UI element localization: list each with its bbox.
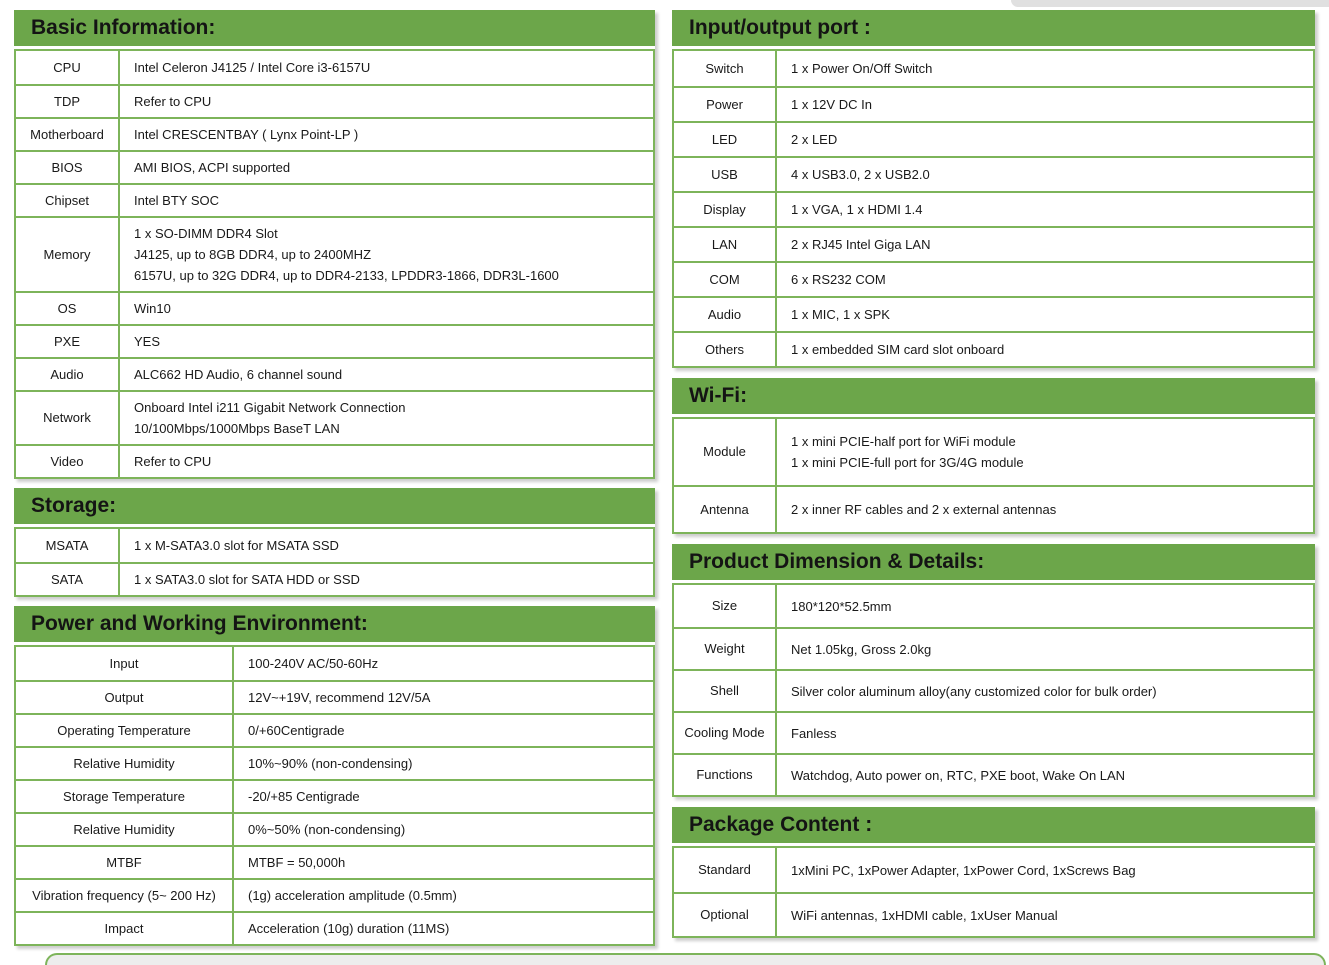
- row-label: Impact: [16, 913, 234, 944]
- row-value: [777, 585, 1313, 627]
- table-row: [16, 150, 653, 183]
- row-value: [777, 755, 1313, 795]
- section-title: Input/output port :: [672, 10, 1315, 46]
- row-value: [234, 880, 653, 911]
- row-value: [234, 847, 653, 878]
- table-row: [16, 680, 653, 713]
- table-row: [674, 191, 1313, 226]
- table-row: [16, 117, 653, 150]
- row-label: Input: [16, 647, 234, 680]
- row-value: [120, 446, 653, 477]
- row-value-line: MTBF = 50,000h: [248, 855, 346, 870]
- row-label: Relative Humidity: [16, 814, 234, 845]
- spec-table: [14, 49, 655, 479]
- row-label: Cooling Mode: [674, 713, 777, 753]
- row-value-line: 1 x embedded SIM card slot onboard: [791, 342, 1005, 357]
- table-row: [674, 711, 1313, 753]
- row-label: Switch: [674, 51, 777, 86]
- row-value: [777, 51, 1313, 86]
- row-value-line: AMI BIOS, ACPI supported: [134, 160, 291, 175]
- row-label: Optional: [674, 894, 777, 936]
- row-label: Display: [674, 193, 777, 226]
- row-value: [234, 647, 653, 680]
- table-row: [674, 892, 1313, 936]
- row-value: [777, 193, 1313, 226]
- table-row: [16, 779, 653, 812]
- row-value-line: 1 x mini PCIE-half port for WiFi module: [791, 434, 1016, 449]
- row-value-line: 1 x VGA, 1 x HDMI 1.4: [791, 202, 923, 217]
- row-value-line: Silver color aluminum alloy(any customized color for bulk order): [791, 683, 1157, 699]
- spec-table: [672, 846, 1315, 938]
- spec-table: [14, 645, 655, 946]
- table-row: [16, 647, 653, 680]
- row-value-line: Acceleration (10g) duration (11MS): [248, 921, 450, 936]
- table-row: [674, 86, 1313, 121]
- row-value: [777, 848, 1313, 892]
- section-title: Product Dimension & Details:: [672, 544, 1315, 580]
- row-value-line: 1 x SATA3.0 slot for SATA HDD or SSD: [134, 572, 360, 587]
- table-row: [674, 51, 1313, 86]
- table-row: [16, 357, 653, 390]
- row-label: OS: [16, 293, 120, 324]
- table-row: [16, 713, 653, 746]
- section-storage: [14, 488, 655, 597]
- row-label: BIOS: [16, 152, 120, 183]
- right-column: [672, 10, 1315, 938]
- row-label: Video: [16, 446, 120, 477]
- table-row: [16, 291, 653, 324]
- row-value-line: Win10: [134, 301, 171, 316]
- table-row: [16, 562, 653, 595]
- section-title: Power and Working Environment:: [14, 606, 655, 642]
- row-value: [777, 88, 1313, 121]
- spec-table: [672, 49, 1315, 368]
- row-value: [120, 529, 653, 562]
- section-basic-information: [14, 10, 655, 479]
- table-row: [674, 331, 1313, 366]
- table-row: [674, 261, 1313, 296]
- row-label: MTBF: [16, 847, 234, 878]
- row-value-line: 0/+60Centigrade: [248, 723, 345, 738]
- row-value-line: 6157U, up to 32G DDR4, up to DDR4-2133, LPDDR3-1866, DDR3L-1600: [134, 268, 559, 283]
- row-label: Network: [16, 392, 120, 444]
- row-value: [120, 359, 653, 390]
- table-row: [674, 485, 1313, 532]
- row-value: [777, 263, 1313, 296]
- table-row: [16, 51, 653, 84]
- row-value-line: 2 x RJ45 Intel Giga LAN: [791, 237, 931, 252]
- row-value-line: 0%~50% (non-condensing): [248, 822, 406, 837]
- table-row: [16, 216, 653, 291]
- row-label: Size: [674, 585, 777, 627]
- row-label: TDP: [16, 86, 120, 117]
- row-value: [777, 629, 1313, 669]
- row-value-line: WiFi antennas, 1xHDMI cable, 1xUser Manual: [791, 907, 1058, 923]
- row-value: [234, 715, 653, 746]
- row-label: Functions: [674, 755, 777, 795]
- spec-table: [672, 583, 1315, 797]
- row-value-line: Refer to CPU: [134, 454, 212, 469]
- row-value-line: 1 x M-SATA3.0 slot for MSATA SSD: [134, 538, 339, 553]
- row-label: Storage Temperature: [16, 781, 234, 812]
- row-label: Relative Humidity: [16, 748, 234, 779]
- table-row: [674, 419, 1313, 485]
- row-label: Operating Temperature: [16, 715, 234, 746]
- row-value-line: 10%~90% (non-condensing): [248, 756, 413, 771]
- table-row: [674, 296, 1313, 331]
- row-label: Standard: [674, 848, 777, 892]
- row-label: USB: [674, 158, 777, 191]
- table-row: [674, 121, 1313, 156]
- row-label: Others: [674, 333, 777, 366]
- row-value: [234, 682, 653, 713]
- table-row: [16, 911, 653, 944]
- row-value-line: Intel BTY SOC: [134, 193, 220, 208]
- row-value-line: Intel CRESCENTBAY ( Lynx Point-LP ): [134, 127, 359, 142]
- row-value-line: YES: [134, 334, 161, 349]
- table-row: [674, 669, 1313, 711]
- section-title: Wi-Fi:: [672, 378, 1315, 414]
- spec-table: [14, 527, 655, 597]
- row-value-line: 12V~+19V, recommend 12V/5A: [248, 690, 431, 705]
- row-value-line: (1g) acceleration amplitude (0.5mm): [248, 888, 457, 903]
- row-label: Chipset: [16, 185, 120, 216]
- row-value-line: 100-240V AC/50-60Hz: [248, 656, 379, 671]
- row-value: [777, 298, 1313, 331]
- row-label: Power: [674, 88, 777, 121]
- row-label: CPU: [16, 51, 120, 84]
- row-value: [777, 419, 1313, 485]
- row-value-line: Onboard Intel i211 Gigabit Network Connection: [134, 400, 406, 415]
- row-value-line: 1 x Power On/Off Switch: [791, 61, 933, 76]
- table-row: [16, 84, 653, 117]
- row-value-line: 1 x MIC, 1 x SPK: [791, 307, 890, 322]
- row-label: Audio: [16, 359, 120, 390]
- row-label: MSATA: [16, 529, 120, 562]
- row-value: [777, 333, 1313, 366]
- row-value: [234, 781, 653, 812]
- row-value-line: Intel Celeron J4125 / Intel Core i3-6157U: [134, 60, 371, 75]
- row-value-line: 2 x inner RF cables and 2 x external antennas: [791, 502, 1057, 517]
- table-row: [16, 845, 653, 878]
- left-column: [14, 10, 655, 946]
- row-value-line: J4125, up to 8GB DDR4, up to 2400MHZ: [134, 247, 372, 262]
- row-label: Audio: [674, 298, 777, 331]
- row-value: [777, 487, 1313, 532]
- row-label: Antenna: [674, 487, 777, 532]
- row-value: [120, 326, 653, 357]
- row-value: [120, 293, 653, 324]
- row-value-line: ALC662 HD Audio, 6 channel sound: [134, 367, 343, 382]
- section-wifi: [672, 378, 1315, 534]
- row-label: COM: [674, 263, 777, 296]
- section-title: Package Content :: [672, 807, 1315, 843]
- row-label: Motherboard: [16, 119, 120, 150]
- row-value-line: 2 x LED: [791, 132, 838, 147]
- row-value: [120, 86, 653, 117]
- spec-table: [672, 417, 1315, 534]
- page-edge-artifact: [1011, 0, 1329, 7]
- next-section-edge: [45, 953, 1326, 965]
- row-value-line: 4 x USB3.0, 2 x USB2.0: [791, 167, 930, 182]
- row-label: LAN: [674, 228, 777, 261]
- row-value-line: Net 1.05kg, Gross 2.0kg: [791, 641, 932, 657]
- section-title: Storage:: [14, 488, 655, 524]
- row-value-line: 1 x 12V DC In: [791, 97, 872, 112]
- row-value-line: 1 x SO-DIMM DDR4 Slot: [134, 226, 278, 241]
- row-value: [234, 913, 653, 944]
- row-value-line: 1 x mini PCIE-full port for 3G/4G module: [791, 455, 1024, 470]
- table-row: [674, 627, 1313, 669]
- row-value-line: 180*120*52.5mm: [791, 598, 892, 614]
- table-row: [674, 226, 1313, 261]
- row-value-line: 10/100Mbps/1000Mbps BaseT LAN: [134, 421, 340, 436]
- row-value: [777, 158, 1313, 191]
- section-product-dimension: [672, 544, 1315, 797]
- row-value: [120, 392, 653, 444]
- row-value-line: 6 x RS232 COM: [791, 272, 886, 287]
- row-value-line: Watchdog, Auto power on, RTC, PXE boot, Wake On LAN: [791, 767, 1126, 783]
- row-label: Weight: [674, 629, 777, 669]
- row-value: [120, 185, 653, 216]
- section-package-content: [672, 807, 1315, 938]
- row-value: [120, 51, 653, 84]
- row-label: Shell: [674, 671, 777, 711]
- row-label: Output: [16, 682, 234, 713]
- table-row: [674, 585, 1313, 627]
- row-value: [777, 671, 1313, 711]
- row-label: SATA: [16, 564, 120, 595]
- table-row: [16, 390, 653, 444]
- table-row: [674, 156, 1313, 191]
- table-row: [674, 848, 1313, 892]
- row-value-line: 1xMini PC, 1xPower Adapter, 1xPower Cord, 1xScrews Bag: [791, 862, 1136, 878]
- row-label: Module: [674, 419, 777, 485]
- row-value: [120, 152, 653, 183]
- table-row: [16, 529, 653, 562]
- table-row: [16, 746, 653, 779]
- table-row: [16, 324, 653, 357]
- row-value-line: Fanless: [791, 725, 837, 741]
- row-value: [777, 713, 1313, 753]
- row-value-line: -20/+85 Centigrade: [248, 789, 360, 804]
- table-row: [16, 878, 653, 911]
- row-value: [120, 564, 653, 595]
- section-title: Basic Information:: [14, 10, 655, 46]
- table-row: [16, 444, 653, 477]
- row-value: [777, 123, 1313, 156]
- table-row: [16, 183, 653, 216]
- row-value: [777, 894, 1313, 936]
- row-value: [234, 814, 653, 845]
- row-label: LED: [674, 123, 777, 156]
- section-power-environment: [14, 606, 655, 946]
- table-row: [674, 753, 1313, 795]
- table-row: [16, 812, 653, 845]
- row-value-line: Refer to CPU: [134, 94, 212, 109]
- row-value: [777, 228, 1313, 261]
- row-label: PXE: [16, 326, 120, 357]
- row-value: [120, 218, 653, 291]
- row-label: Memory: [16, 218, 120, 291]
- row-label: Vibration frequency (5~ 200 Hz): [16, 880, 234, 911]
- section-io-port: [672, 10, 1315, 368]
- row-value: [234, 748, 653, 779]
- row-value: [120, 119, 653, 150]
